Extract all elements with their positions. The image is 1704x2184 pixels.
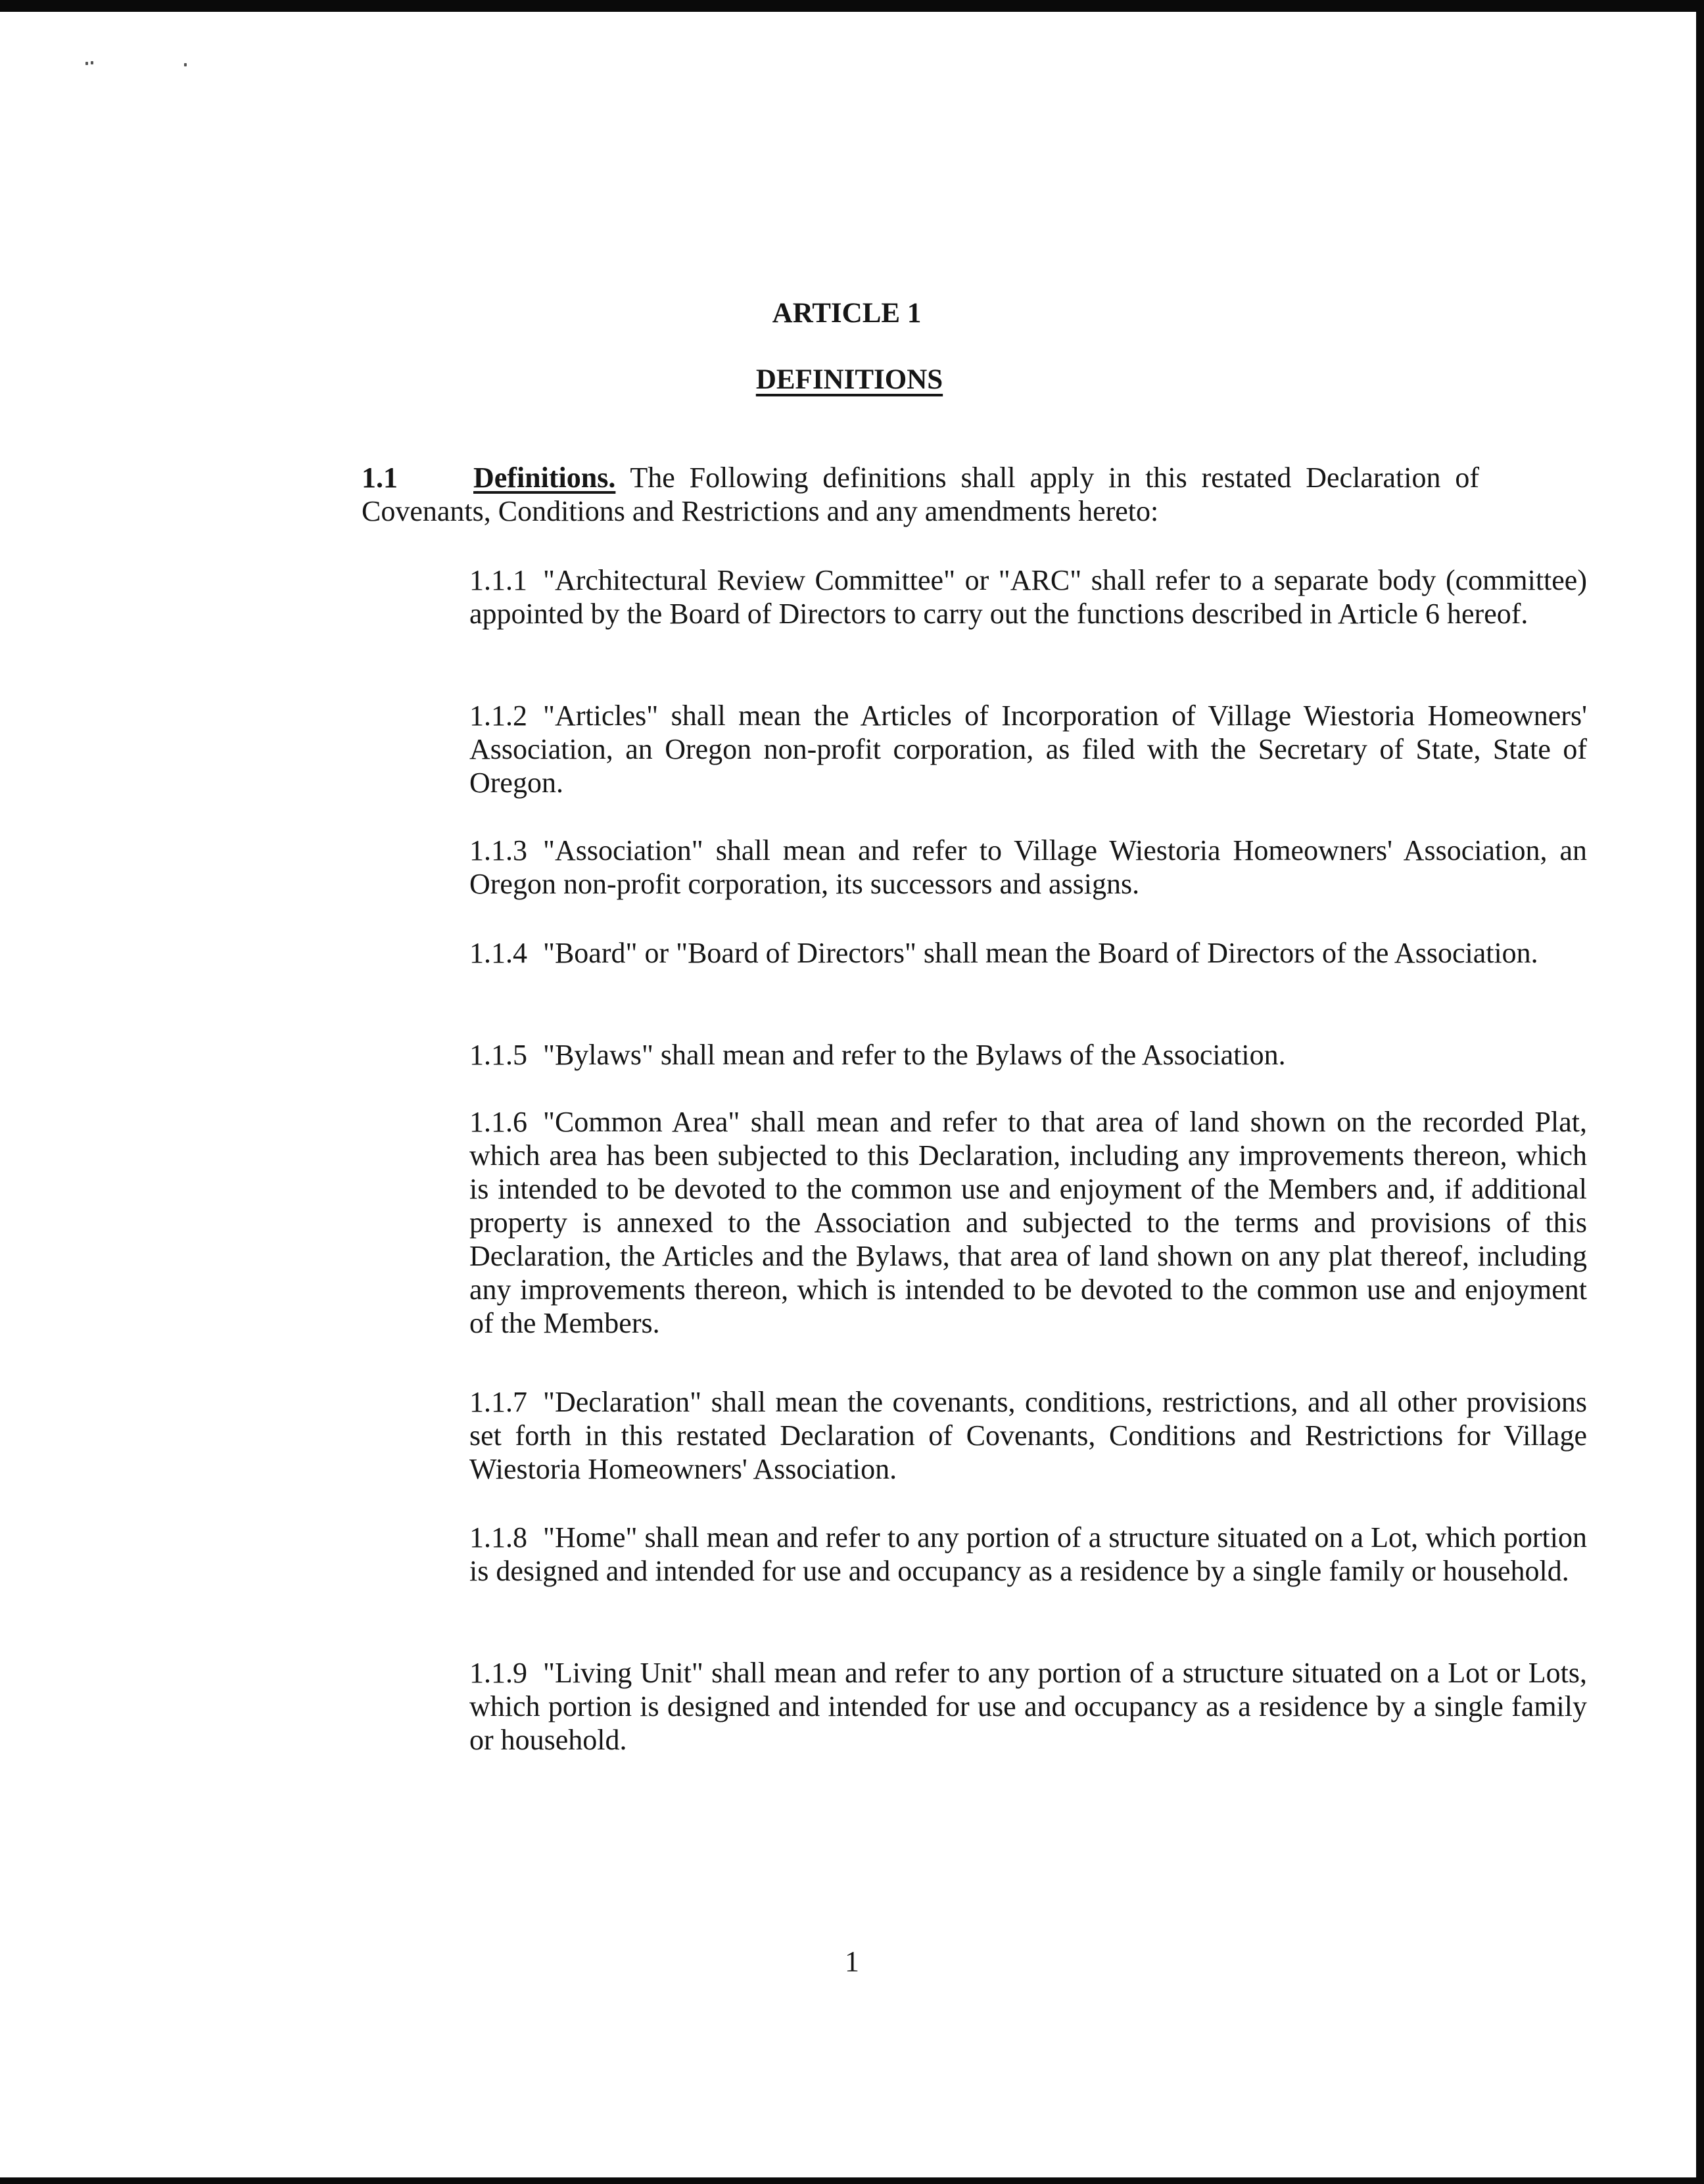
definition-1-1-1 <box>284 563 1587 630</box>
definition-number: 1.1.2 <box>469 700 527 732</box>
section-lead: Definitions. <box>473 462 616 494</box>
definition-number: 1.1.7 <box>469 1386 527 1418</box>
definition-number: 1.1.5 <box>469 1039 527 1071</box>
definition-1-1-8 <box>284 1521 1587 1588</box>
definition-number: 1.1.9 <box>469 1657 527 1689</box>
definition-1-1-2 <box>284 699 1587 799</box>
definition-1-1-6 <box>284 1105 1587 1340</box>
definition-text: "Declaration" shall mean the covenants, conditions, restrictions, and all other provisions set forth in this restated Declaration of Covenants, Conditions and Restrictions for Village Wiestoria Homeowners' Association. <box>469 1386 1587 1485</box>
definition-number: 1.1.1 <box>469 564 527 596</box>
definition-1-1-7 <box>284 1385 1587 1486</box>
definition-text: "Common Area" shall mean and refer to that area of land shown on the recorded Plat, which area has been subjected to this Declaration, including any improvements thereon, which is intended to be devoted to the common use and enjoyment of the Members and, if additional property is annexed to the Association and subjected to the terms and provisions of this Declaration, the Articles and the Bylaws, that area of land shown on any plat thereof, including any improvements thereon, which is intended to be devoted to the common use and enjoyment of the Members. <box>469 1106 1587 1339</box>
definition-number: 1.1.4 <box>469 937 527 969</box>
section-title <box>0 364 1701 396</box>
definition-text: "Living Unit" shall mean and refer to any portion of a structure situated on a Lot or Lots, which portion is designed and intended for use and occupancy as a residence by a single family or household. <box>469 1657 1587 1756</box>
scan-speck <box>91 61 93 64</box>
section-title-text: DEFINITIONS <box>755 364 943 395</box>
definition-text: "Articles" shall mean the Articles of Incorporation of Village Wiestoria Homeowners' Association, an Oregon non-profit corporation, as filed with the Secretary of State, State of Oregon. <box>469 700 1587 799</box>
definition-text: "Bylaws" shall mean and refer to the Bylaws of the Association. <box>543 1039 1286 1071</box>
scan-speck <box>85 62 88 65</box>
definition-text: "Architectural Review Committee" or "ARC" shall refer to a separate body (committee) appointed by the Board of Directors to carry out the functions described in Article 6 hereof. <box>469 564 1587 630</box>
definition-number: 1.1.8 <box>469 1521 527 1554</box>
scan-speck <box>184 63 187 66</box>
scan-border-bottom <box>0 2177 1704 2184</box>
article-title: ARTICLE 1 <box>772 298 922 329</box>
definition-1-1-3 <box>284 834 1587 901</box>
definition-number: 1.1.6 <box>469 1106 527 1138</box>
definition-number: 1.1.3 <box>469 834 527 866</box>
definition-text: "Home" shall mean and refer to any portion of a structure situated on a Lot, which portion is designed and intended for use and occupancy as a residence by a single family or household. <box>469 1521 1587 1587</box>
definition-text: "Board" or "Board of Directors" shall mean the Board of Directors of the Association. <box>543 937 1538 969</box>
section-text: The Following definitions shall apply in this restated Declaration of Covenants, Conditions and Restrictions and any amendments hereto: <box>362 462 1479 527</box>
section-number: 1.1 <box>362 462 398 494</box>
scan-border-top <box>0 0 1704 12</box>
page-number: 1 <box>845 1945 859 1978</box>
definition-1-1-4 <box>284 936 1587 970</box>
definition-1-1-9 <box>284 1656 1587 1757</box>
definition-1-1-5 <box>284 1038 1587 1072</box>
definition-text: "Association" shall mean and refer to Village Wiestoria Homeowners' Association, an Oregon non-profit corporation, its successors and assigns. <box>469 834 1587 900</box>
section-1-1-paragraph <box>284 461 1479 528</box>
